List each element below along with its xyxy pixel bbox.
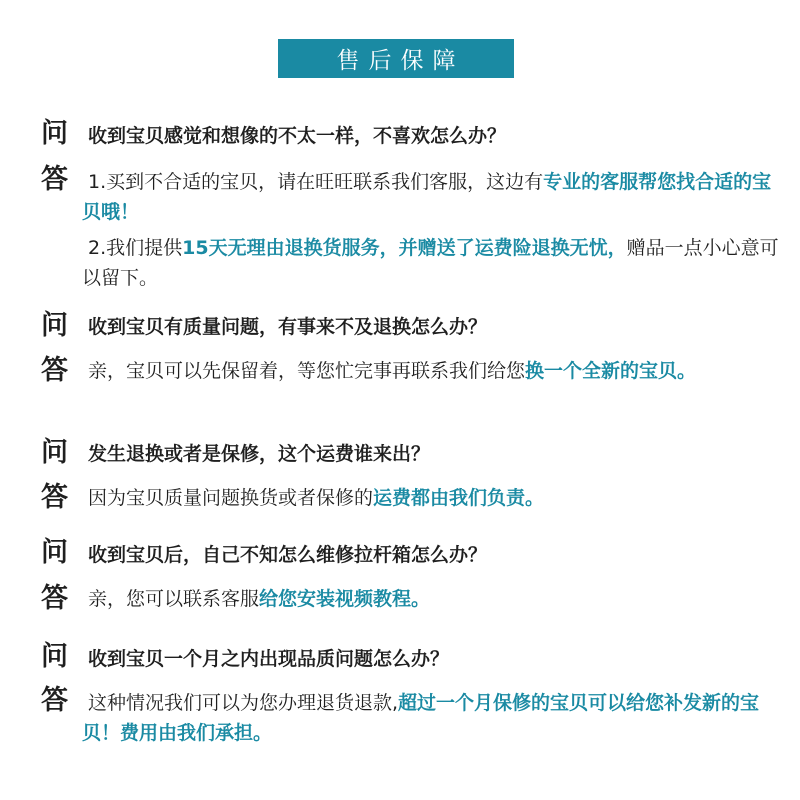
answer-mark: 答 — [41, 482, 68, 513]
answer-mark: 答 — [41, 685, 68, 716]
question-text: 收到宝贝后，自己不知怎么维修拉杆箱怎么办？ — [88, 544, 488, 566]
answer-highlight: 超过一个月保修的宝贝可以给您补发新的宝贝！费用由我们承担。 — [82, 692, 760, 744]
answer-paragraph — [82, 688, 782, 748]
answer-segment: 2.我们提供 — [88, 237, 183, 259]
answer-mark: 答 — [41, 355, 68, 386]
answer-paragraph — [82, 167, 782, 227]
answer-highlight: 换一个全新的宝贝。 — [525, 360, 697, 382]
answer-text — [82, 167, 782, 293]
answer-paragraph — [82, 584, 782, 614]
answer-text — [82, 688, 782, 748]
answer-highlight: 15天无理由退换货服务，并赠送了运费险退换无忧， — [182, 237, 627, 259]
answer-mark: 答 — [41, 583, 68, 614]
page-title: 售后保障 — [278, 39, 514, 78]
answer-paragraph — [82, 356, 782, 386]
question-text: 收到宝贝一个月之内出现品质问题怎么办？ — [88, 648, 450, 670]
answer-segment: 赠品一点小心意可以留下。 — [82, 237, 779, 289]
answer-highlight: 运费都由我们负责。 — [373, 487, 545, 509]
question-text: 收到宝贝有质量问题，有事来不及退换怎么办？ — [88, 316, 488, 338]
question-mark: 问 — [41, 310, 68, 341]
question-text: 发生退换或者是保修，这个运费谁来出？ — [88, 443, 431, 465]
answer-text — [82, 356, 782, 386]
question-mark: 问 — [41, 641, 68, 672]
answer-highlight: 专业的客服帮您找合适的宝贝哦！ — [82, 171, 772, 223]
answer-mark: 答 — [41, 164, 68, 195]
answer-paragraph — [82, 483, 782, 513]
answer-text — [82, 483, 782, 513]
answer-highlight: 给您安装视频教程。 — [259, 588, 431, 610]
answer-segment: 亲，您可以联系客服 — [88, 588, 260, 610]
answer-paragraph — [82, 233, 782, 293]
answer-segment: 这种情况我们可以为您办理退货退款, — [88, 692, 399, 714]
answer-text — [82, 584, 782, 614]
question-text: 收到宝贝感觉和想像的不太一样，不喜欢怎么办？ — [88, 125, 507, 147]
answer-segment: 因为宝贝质量问题换货或者保修的 — [88, 487, 374, 509]
answer-segment: 亲，宝贝可以先保留着，等您忙完事再联系我们给您 — [88, 360, 526, 382]
question-mark: 问 — [41, 537, 68, 568]
question-mark: 问 — [41, 437, 68, 468]
answer-segment: 1.买到不合适的宝贝，请在旺旺联系我们客服，这边有 — [88, 171, 544, 193]
question-mark: 问 — [41, 118, 68, 149]
